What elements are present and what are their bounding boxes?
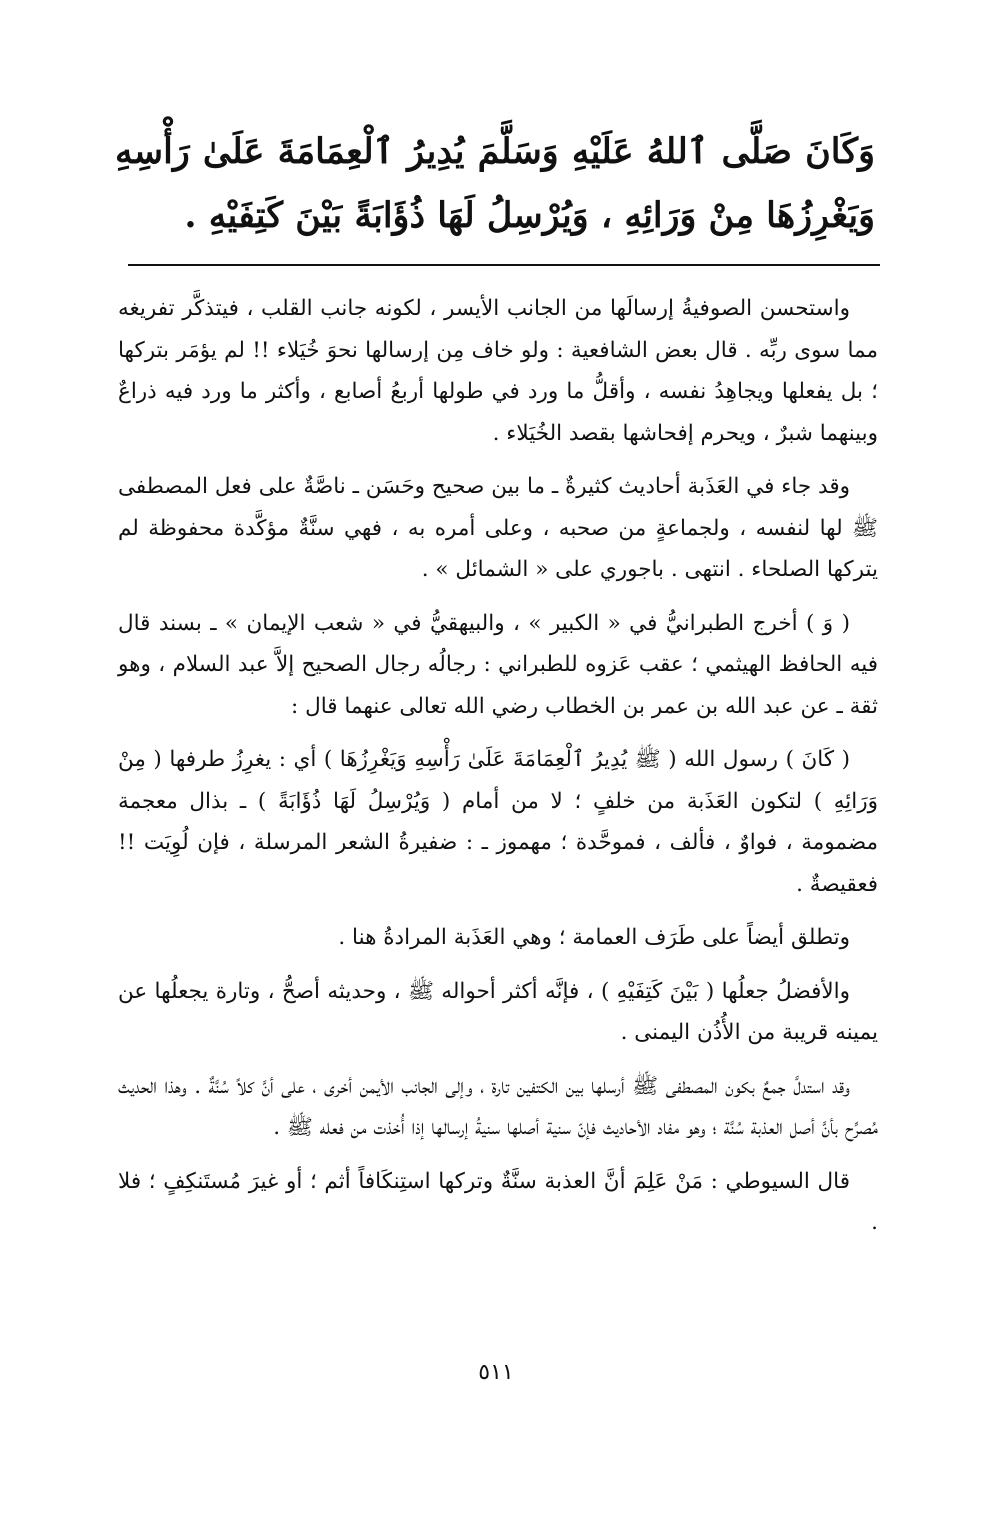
commentary-paragraph: قال السيوطي : مَنْ عَلِمَ أنَّ العذبة سنَّةٌ وتركها استِنكَافاً أثم ؛ أو غيرَ مُستَنكِفٍ ؛ فلا . — [118, 1168, 878, 1235]
hadith-text: وَكَانَ صَلَّى ٱللهُ عَلَيْهِ وَسَلَّمَ يُدِيرُ ٱلْعِمَامَةَ عَلَىٰ رَأْسِهِ وَيَغْرِزُهَا مِنْ وَرَائِهِ ، وَيُرْسِلُ لَهَا ذُؤَابَةً بَيْنَ كَتِفَيْهِ . — [115, 131, 875, 236]
commentary-paragraph: ( وَ ) أخرج الطبرانيُّ في « الكبير » ، والبيهقيُّ في « شعب الإيمان » ـ بسند قال فيه الحافظ الهيثمي ؛ عقب عَزوه للطبراني : رجالُه رجال الصحيح إلاَّ عبد السلام ، وهو ثقة ـ عن عبد الله بن عمر بن الخطاب رضي الله تعالى عنهما قال : — [118, 610, 878, 719]
commentary-paragraph: واستحسن الصوفيةُ إرسالَها من الجانب الأيسر ، لكونه جانب القلب ، فيتذكَّر تفريغه مما سوى ربِّه . قال بعض الشافعية : ولو خاف مِن إرسالها نحوَ خُيَلاء !! لم يؤمَر بتركها ؛ بل يفعلها ويجاهِدُ نفسه ، وأقلُّ ما ورد في طولها أربعُ أصابع ، وأكثر ما ورد فيه ذراعٌ وبينهما شبرٌ ، ويحرم إفحاشها بقصد الخُيَلاء . — [118, 296, 878, 446]
commentary-paragraph: ( كَانَ ) رسول الله ( ﷺ يُدِيرُ ٱلْعِمَامَةَ عَلَىٰ رَأْسِهِ وَيَغْرِزُهَا ) أي : يغرِزُ طرفها ( مِنْ وَرَائِهِ ) لتكون العَذَبة من خلفٍ ؛ لا من أمام ( وَيُرْسِلُ لَهَا ذُؤَابَةً ) ـ بذال معجمة مضمومة ، فواوٌ ، فألف ، فموحَّدة ؛ مهموز ـ : ضفيرةُ الشعر المرسلة ، فإن لُوِيَت !! فعقيصةٌ . — [118, 747, 878, 897]
commentary-paragraph: وتطلق أيضاً على طَرَف العمامة ؛ وهي العَذَبة المرادةُ هنا . — [338, 925, 850, 950]
footnote-divider — [128, 264, 880, 266]
commentary-paragraph: والأفضلُ جعلُها ( بَيْنَ كَتِفَيْهِ ) ، فإنَّه أكثر أحواله ﷺ ، وحديثه أصحُّ ، وتارة يجعلُها عن يمينه قريبة من الأُذُن اليمنى . — [118, 978, 878, 1045]
commentary-paragraph: وقد جاء في العَذَبة أحاديث كثيرةٌ ـ ما بين صحيح وحَسَن ـ ناصَّةٌ على فعل المصطفى ﷺ لها لنفسه ، ولجماعةٍ من صحبه ، وعلى أمره به ، فهي سنَّةٌ مؤكَّدة محفوظة لم يتركها الصلحاء . انتهى . باجوري على « الشمائل » . — [118, 474, 878, 582]
commentary — [118, 288, 878, 1256]
page-number: ٥١١ — [478, 1360, 514, 1385]
commentary-paragraph: وقد استدلَّ جمعٌ بكون المصطفى ﷺ أرسلها بين الكتفين تارة ، وإلى الجانب الأيمن أخرى ، على أنَّ كلاً سُنَّةٌ . وهذا الحديث مُصرِّح بأنَّ أصل العذبة سُنَّة ؛ وهو مفاد الأحاديث فإنّ سنية أصلها سنيةُ إرسالها إذا أُخذت من فعله ﷺ . — [118, 1073, 878, 1140]
